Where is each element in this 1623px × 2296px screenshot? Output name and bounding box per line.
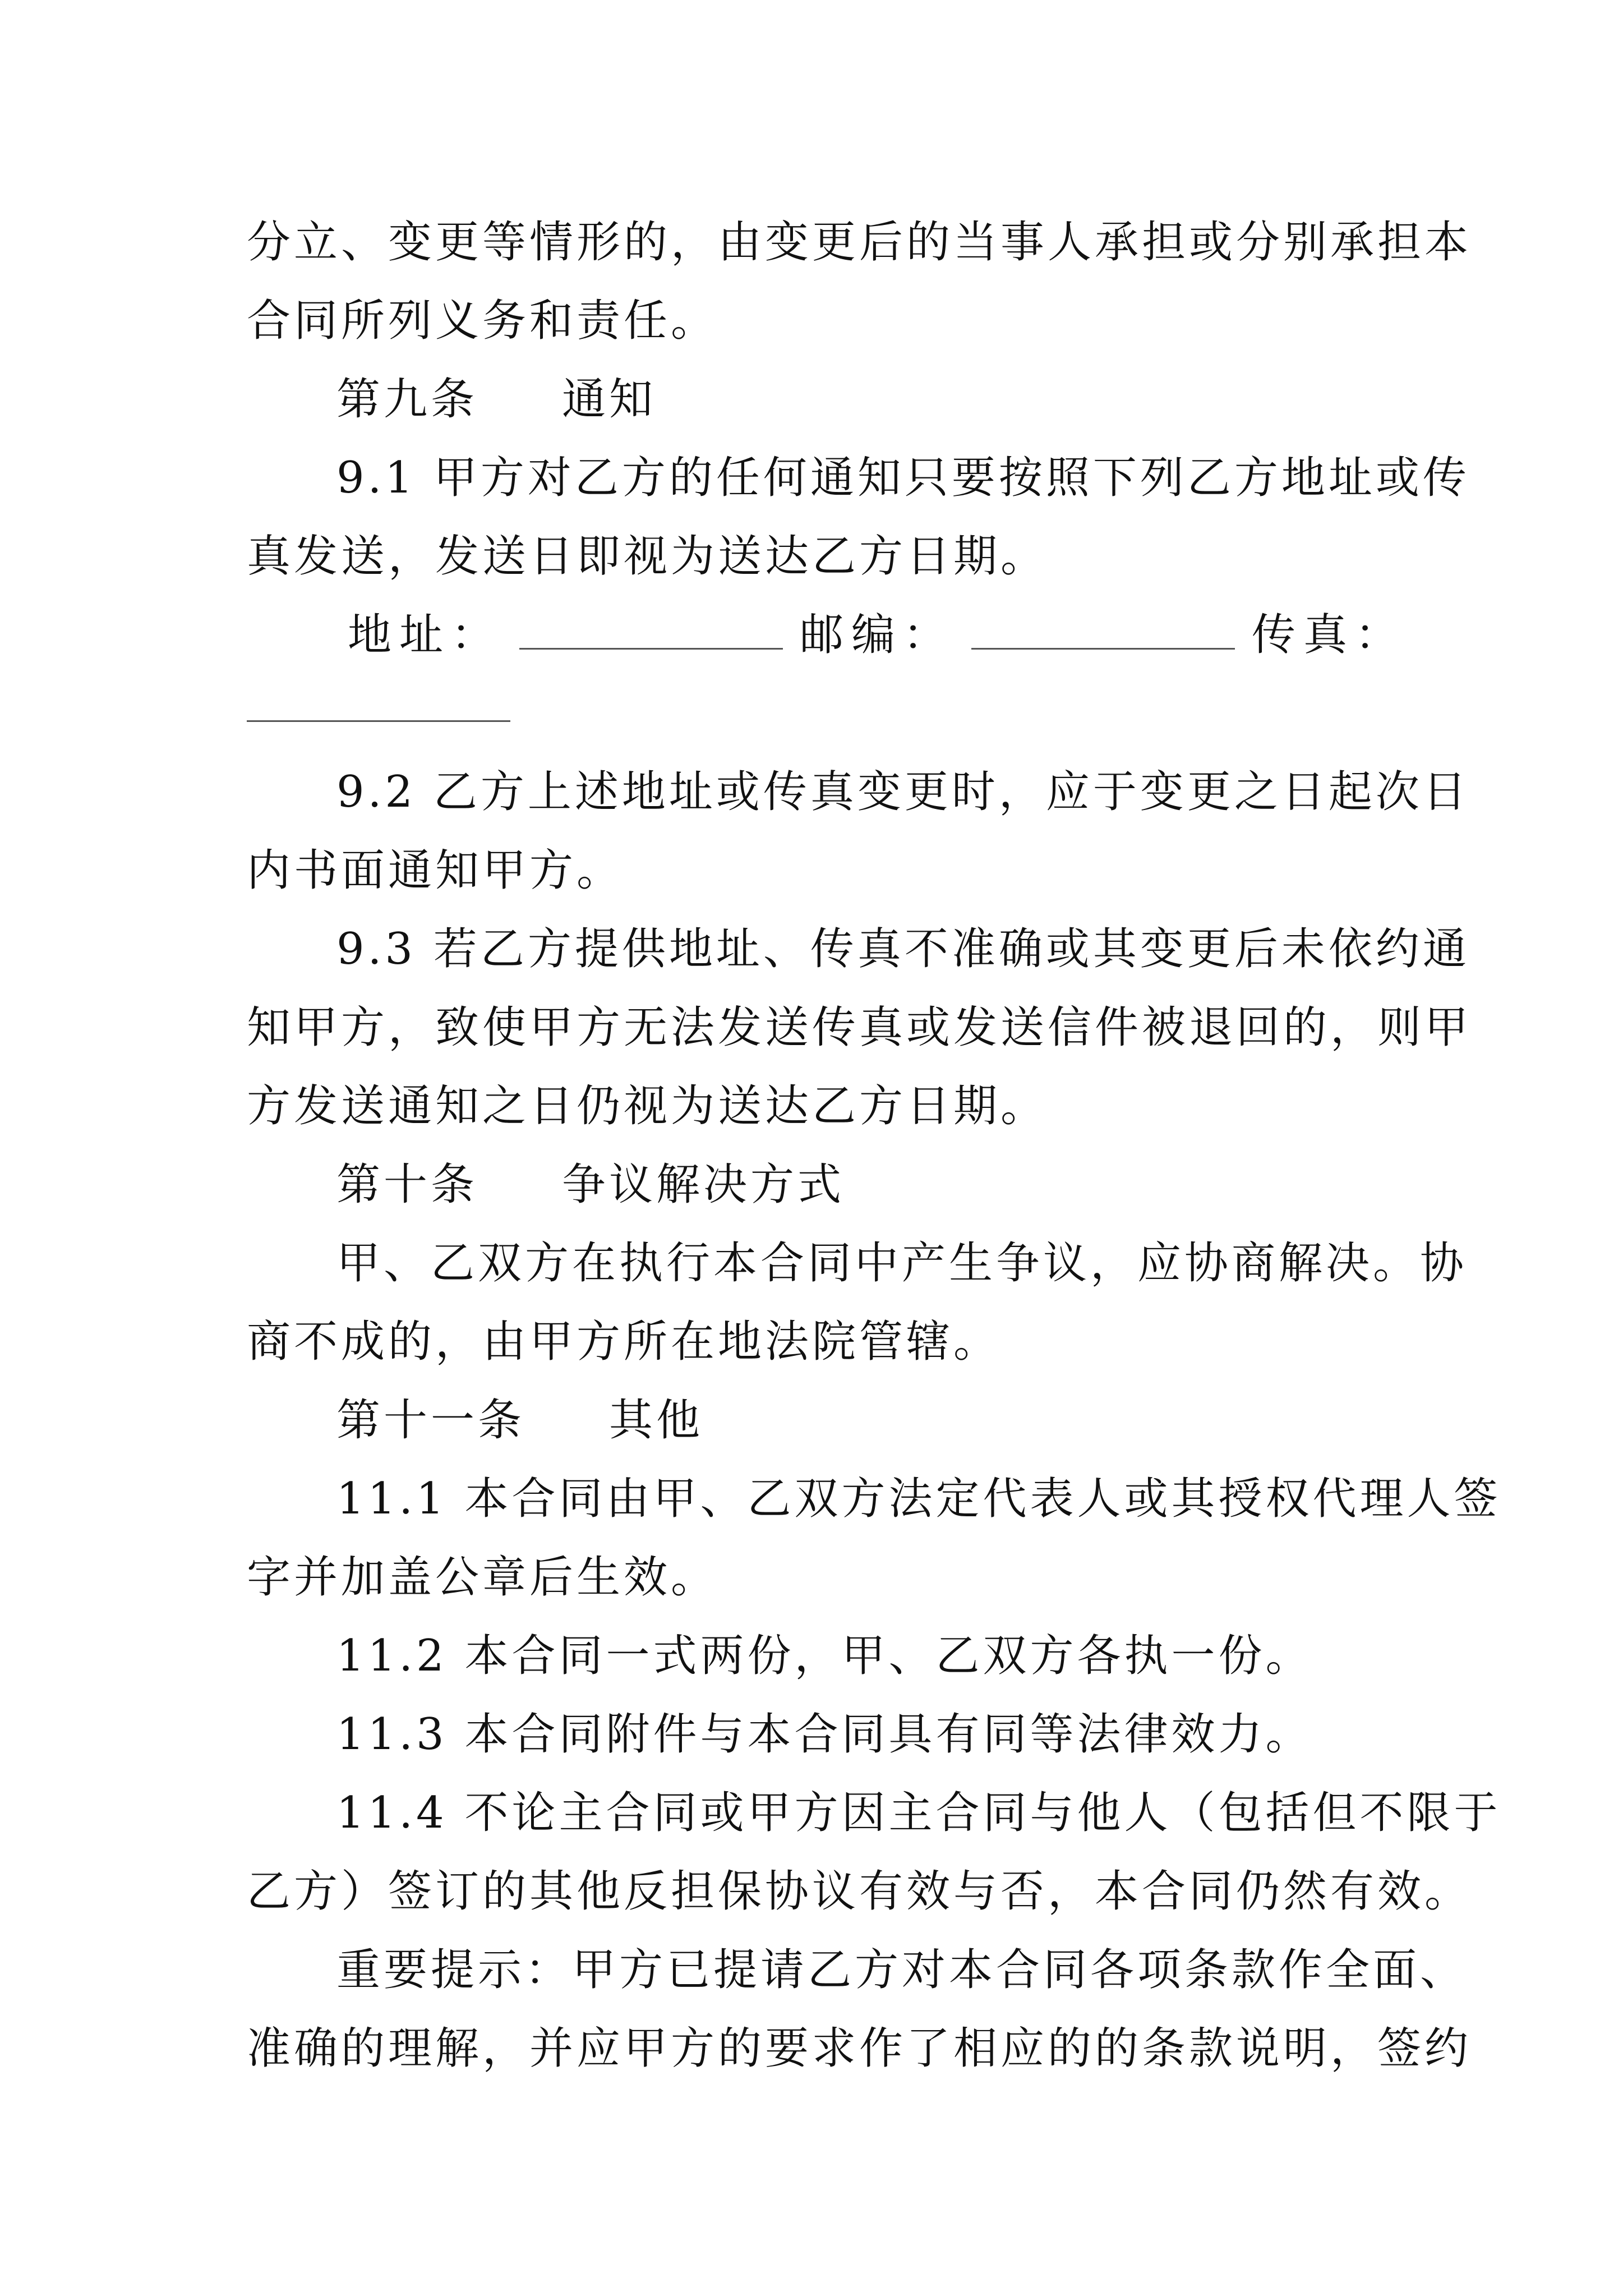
clause-line: 9.2 乙方上述地址或传真变更时，应于变更之日起次日 — [336, 767, 1470, 817]
paragraph-line: 字并加盖公章后生效。 — [247, 1552, 718, 1603]
article-title: 通知 — [562, 374, 657, 425]
address-blank — [519, 609, 783, 650]
article-title: 争议解决方式 — [562, 1159, 845, 1210]
article-10-heading — [336, 1157, 1391, 1213]
fax-blank — [247, 719, 510, 722]
article-number: 第十一条 — [336, 1395, 525, 1446]
postcode-label: 邮编： — [800, 610, 955, 660]
address-fields-line — [348, 607, 1407, 663]
article-11-heading — [336, 1392, 1391, 1448]
clause-line: 11.4 不论主合同或甲方因主合同与他人（包括但不限于 — [336, 1788, 1501, 1838]
address-label: 地址： — [348, 610, 503, 660]
clause-line: 11.1 本合同由甲、乙双方法定代表人或其授权代理人签 — [336, 1474, 1501, 1524]
paragraph-line: 合同所列义务和责任。 — [247, 296, 718, 346]
paragraph-line: 内书面通知甲方。 — [247, 845, 624, 896]
postcode-blank — [971, 609, 1235, 650]
paragraph-line: 乙方）签订的其他反担保协议有效与否，本合同仍然有效。 — [247, 1866, 1472, 1917]
article-number: 第九条 — [336, 374, 478, 425]
clause-line: 11.3 本合同附件与本合同具有同等法律效力。 — [336, 1709, 1313, 1760]
paragraph-line: 真发送，发送日即视为送达乙方日期。 — [247, 531, 1048, 582]
article-9-heading — [336, 371, 1391, 427]
important-notice-line: 重要提示：甲方已提请乙方对本合同各项条款作全面、 — [336, 1945, 1468, 1995]
fax-label: 传真： — [1252, 610, 1407, 660]
article-title: 其他 — [609, 1395, 704, 1446]
clause-line: 11.2 本合同一式两份，甲、乙双方各执一份。 — [336, 1631, 1313, 1681]
paragraph-line: 准确的理解，并应甲方的要求作了相应的的条款说明，签约 — [247, 2023, 1472, 2074]
article-number: 第十条 — [336, 1159, 478, 1210]
paragraph-line: 方发送通知之日仍视为送达乙方日期。 — [247, 1081, 1048, 1131]
paragraph-line: 知甲方，致使甲方无法发送传真或发送信件被退回的，则甲 — [247, 1002, 1472, 1053]
clause-line: 9.1 甲方对乙方的任何通知只要按照下列乙方地址或传 — [336, 453, 1470, 503]
clause-line: 甲、乙双方在执行本合同中产生争议，应协商解决。协 — [336, 1238, 1468, 1289]
clause-line: 9.3 若乙方提供地址、传真不准确或其变更后未依约通 — [336, 924, 1470, 974]
paragraph-line: 商不成的，由甲方所在地法院管辖。 — [247, 1317, 1001, 1367]
paragraph-line: 分立、变更等情形的，由变更后的当事人承担或分别承担本 — [247, 217, 1472, 268]
